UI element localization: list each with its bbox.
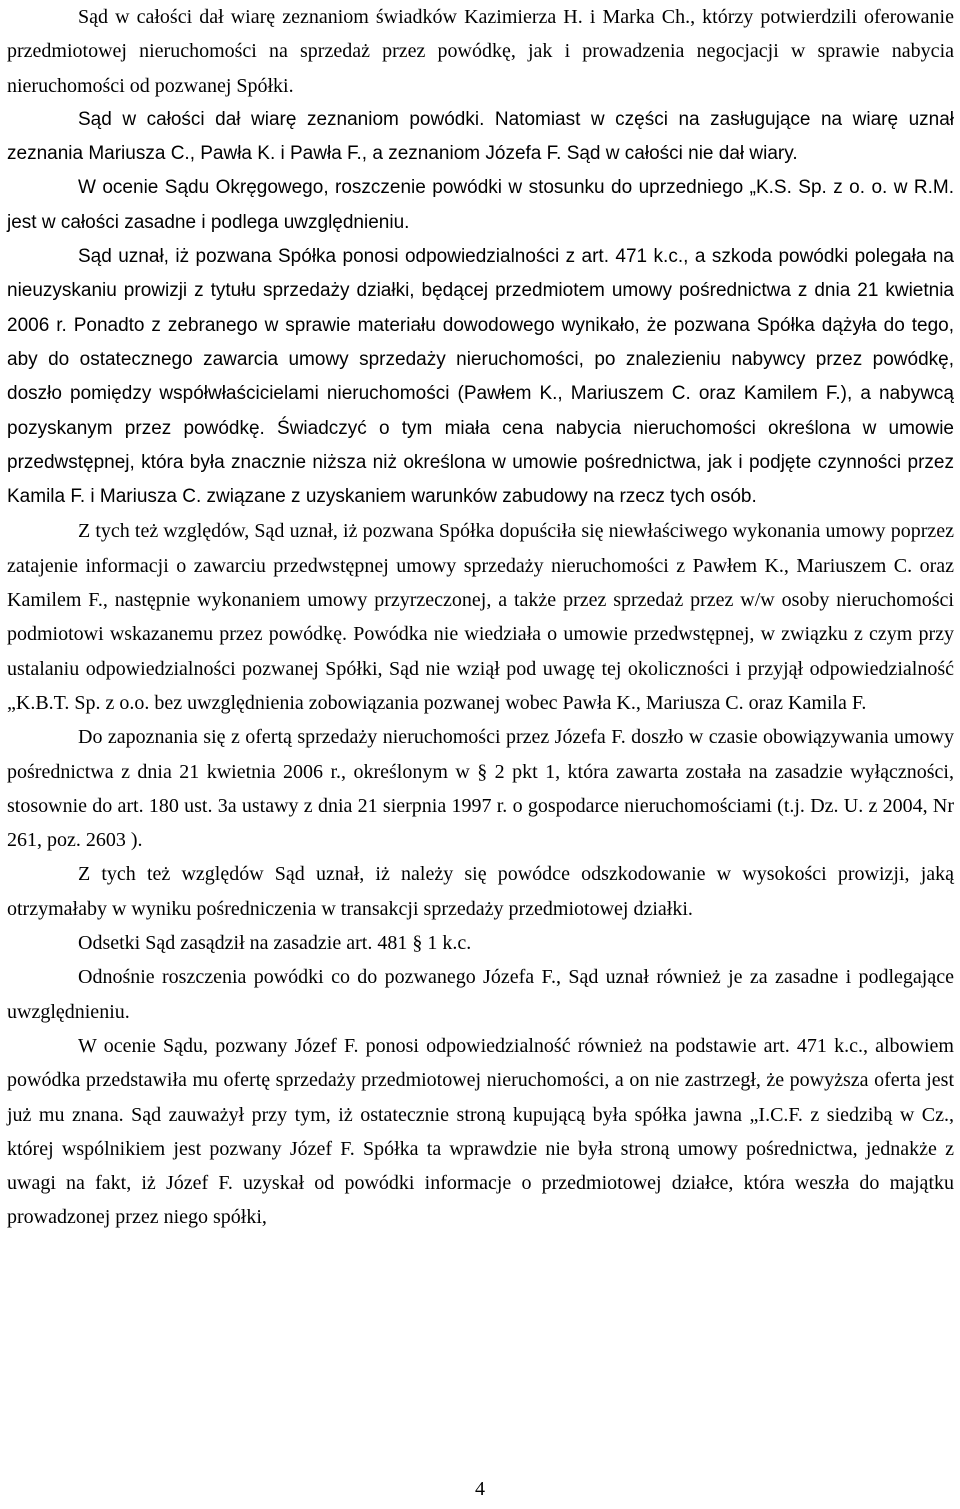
paragraph-defendant-liability: W ocenie Sądu, pozwany Józef F. ponosi odpowiedzialność również na podstawie art. 471 k.c., albowiem powódka przedstawiła mu ofertę sprzedaży przedmiotowej nieruchomości, a on nie zastrzegł, że powyższa oferta jest już mu znana. Sąd zauważył przy tym, iż ostatecznie stroną kupującą była spółka jawna „I.C.F. z siedzibą w Cz., której wspólnikiem jest pozwany Józef F. Spółka ta wprawdzie nie była stroną umowy pośrednictwa, jednakże z uwagi na fakt, iż Józef F. uzyskał od powódki informacje o przedmiotowej działce, która weszła do majątku prowadzonej przez niego spółki, xyxy=(7,1034,954,1229)
paragraph-compensation: Z tych też względów Sąd uznał, iż należy się powódce odszkodowanie w wysokości prowizji, jaką otrzymałaby w wyniku pośredniczenia w transakcji sprzedaży przedmiotowej działki. xyxy=(7,863,954,920)
page-number: 4 xyxy=(475,1478,485,1500)
paragraph-claim-assessment: W ocenie Sądu Okręgowego, roszczenie powódki w stosunku do uprzedniego „K.S. Sp. z o. o. w R.M. jest w całości zasadne i podlega uwzględnieniu. xyxy=(7,177,954,233)
document-body xyxy=(7,0,954,1235)
paragraph-defendant-claim: Odnośnie roszczenia powódki co do pozwanego Józefa F., Sąd uznał również je za zasadne i podlegające uwzględnieniu. xyxy=(7,966,954,1023)
paragraph-improper-performance: Z tych też względów, Sąd uznał, iż pozwana Spółka dopuściła się niewłaściwego wykonania umowy poprzez zatajenie informacji o zawarciu przedwstępnej umowy sprzedaży nieruchomości z Pawłem K., Mariuszem C. oraz Kamilem F., następnie wykonaniem umowy przyrzeczonej, a także przez sprzedaż przez w/w osoby nieruchomości podmiotowi wskazanemu przez powódkę. Powódka nie wiedziała o umowie przedwstępnej, w związku z czym przy ustalaniu odpowiedzialności pozwanej Spółki, Sąd nie wziął pod uwagę tej okoliczności i przyjął odpowiedzialność „K.B.T. Sp. z o.o. bez uwzględnienia zobowiązania pozwanej wobec Pawła K., Mariusza C. oraz Kamila F. xyxy=(7,520,954,714)
paragraph-exclusivity-agreement: Do zapoznania się z ofertą sprzedaży nieruchomości przez Józefa F. doszło w czasie obowiązywania umowy pośrednictwa z dnia 21 kwietnia 2006 r., określonym w § 2 pkt 1, która zawarta została na zasadzie wyłączności, stosownie do art. 180 ust. 3a ustawy z dnia 21 sierpnia 1997 r. o gospodarce nieruchomościami (t.j. Dz. U. z 2004, Nr 261, poz. 2603 ). xyxy=(7,726,954,852)
paragraph-witness-testimony: Sąd w całości dał wiarę zeznaniom świadków Kazimierza H. i Marka Ch., którzy potwierdzili oferowanie przedmiotowej nieruchomości na sprzedaż przez powódkę, jak i prowadzenia negocjacji w sprawie nabycia nieruchomości od pozwanej Spółki. xyxy=(7,6,954,97)
paragraph-plaintiff-testimony: Sąd w całości dał wiarę zeznaniom powódki. Natomiast w części na zasługujące na wiarę uznał zeznania Mariusza C., Pawła K. i Pawła F., a zeznaniom Józefa F. Sąd w całości nie dał wiary. xyxy=(7,108,954,165)
paragraph-liability-art-471: Sąd uznał, iż pozwana Spółka ponosi odpowiedzialności z art. 471 k.c., a szkoda powódki polegała na nieuzyskaniu prowizji z tytułu sprzedaży działki, będącej przedmiotem umowy pośrednictwa z dnia 21 kwietnia 2006 r. Ponadto z zebranego w sprawie materiału dowodowego wynikało, że pozwana Spółka dążyła do tego, aby do ostatecznego zawarcia umowy sprzedaży nieruchomości, po znalezieniu nabywcy przez powódkę, doszło pomiędzy współwłaścicielami nieruchomości (Pawłem K., Mariuszem C. oraz Kamilem F.), a nabywcą pozyskanym przez powódkę. Świadczyć o tym miała cena nabycia nieruchomości określona w umowie przedwstępnej, która była znacznie niższa niż określona w umowie pośrednictwa, jak i podjęte czynności przez Kamila F. i Mariusza C. związane z uzyskaniem warunków zabudowy na rzecz tych osób. xyxy=(7,246,954,508)
paragraph-interest: Odsetki Sąd zasądził na zasadzie art. 481 § 1 k.c. xyxy=(78,932,472,955)
